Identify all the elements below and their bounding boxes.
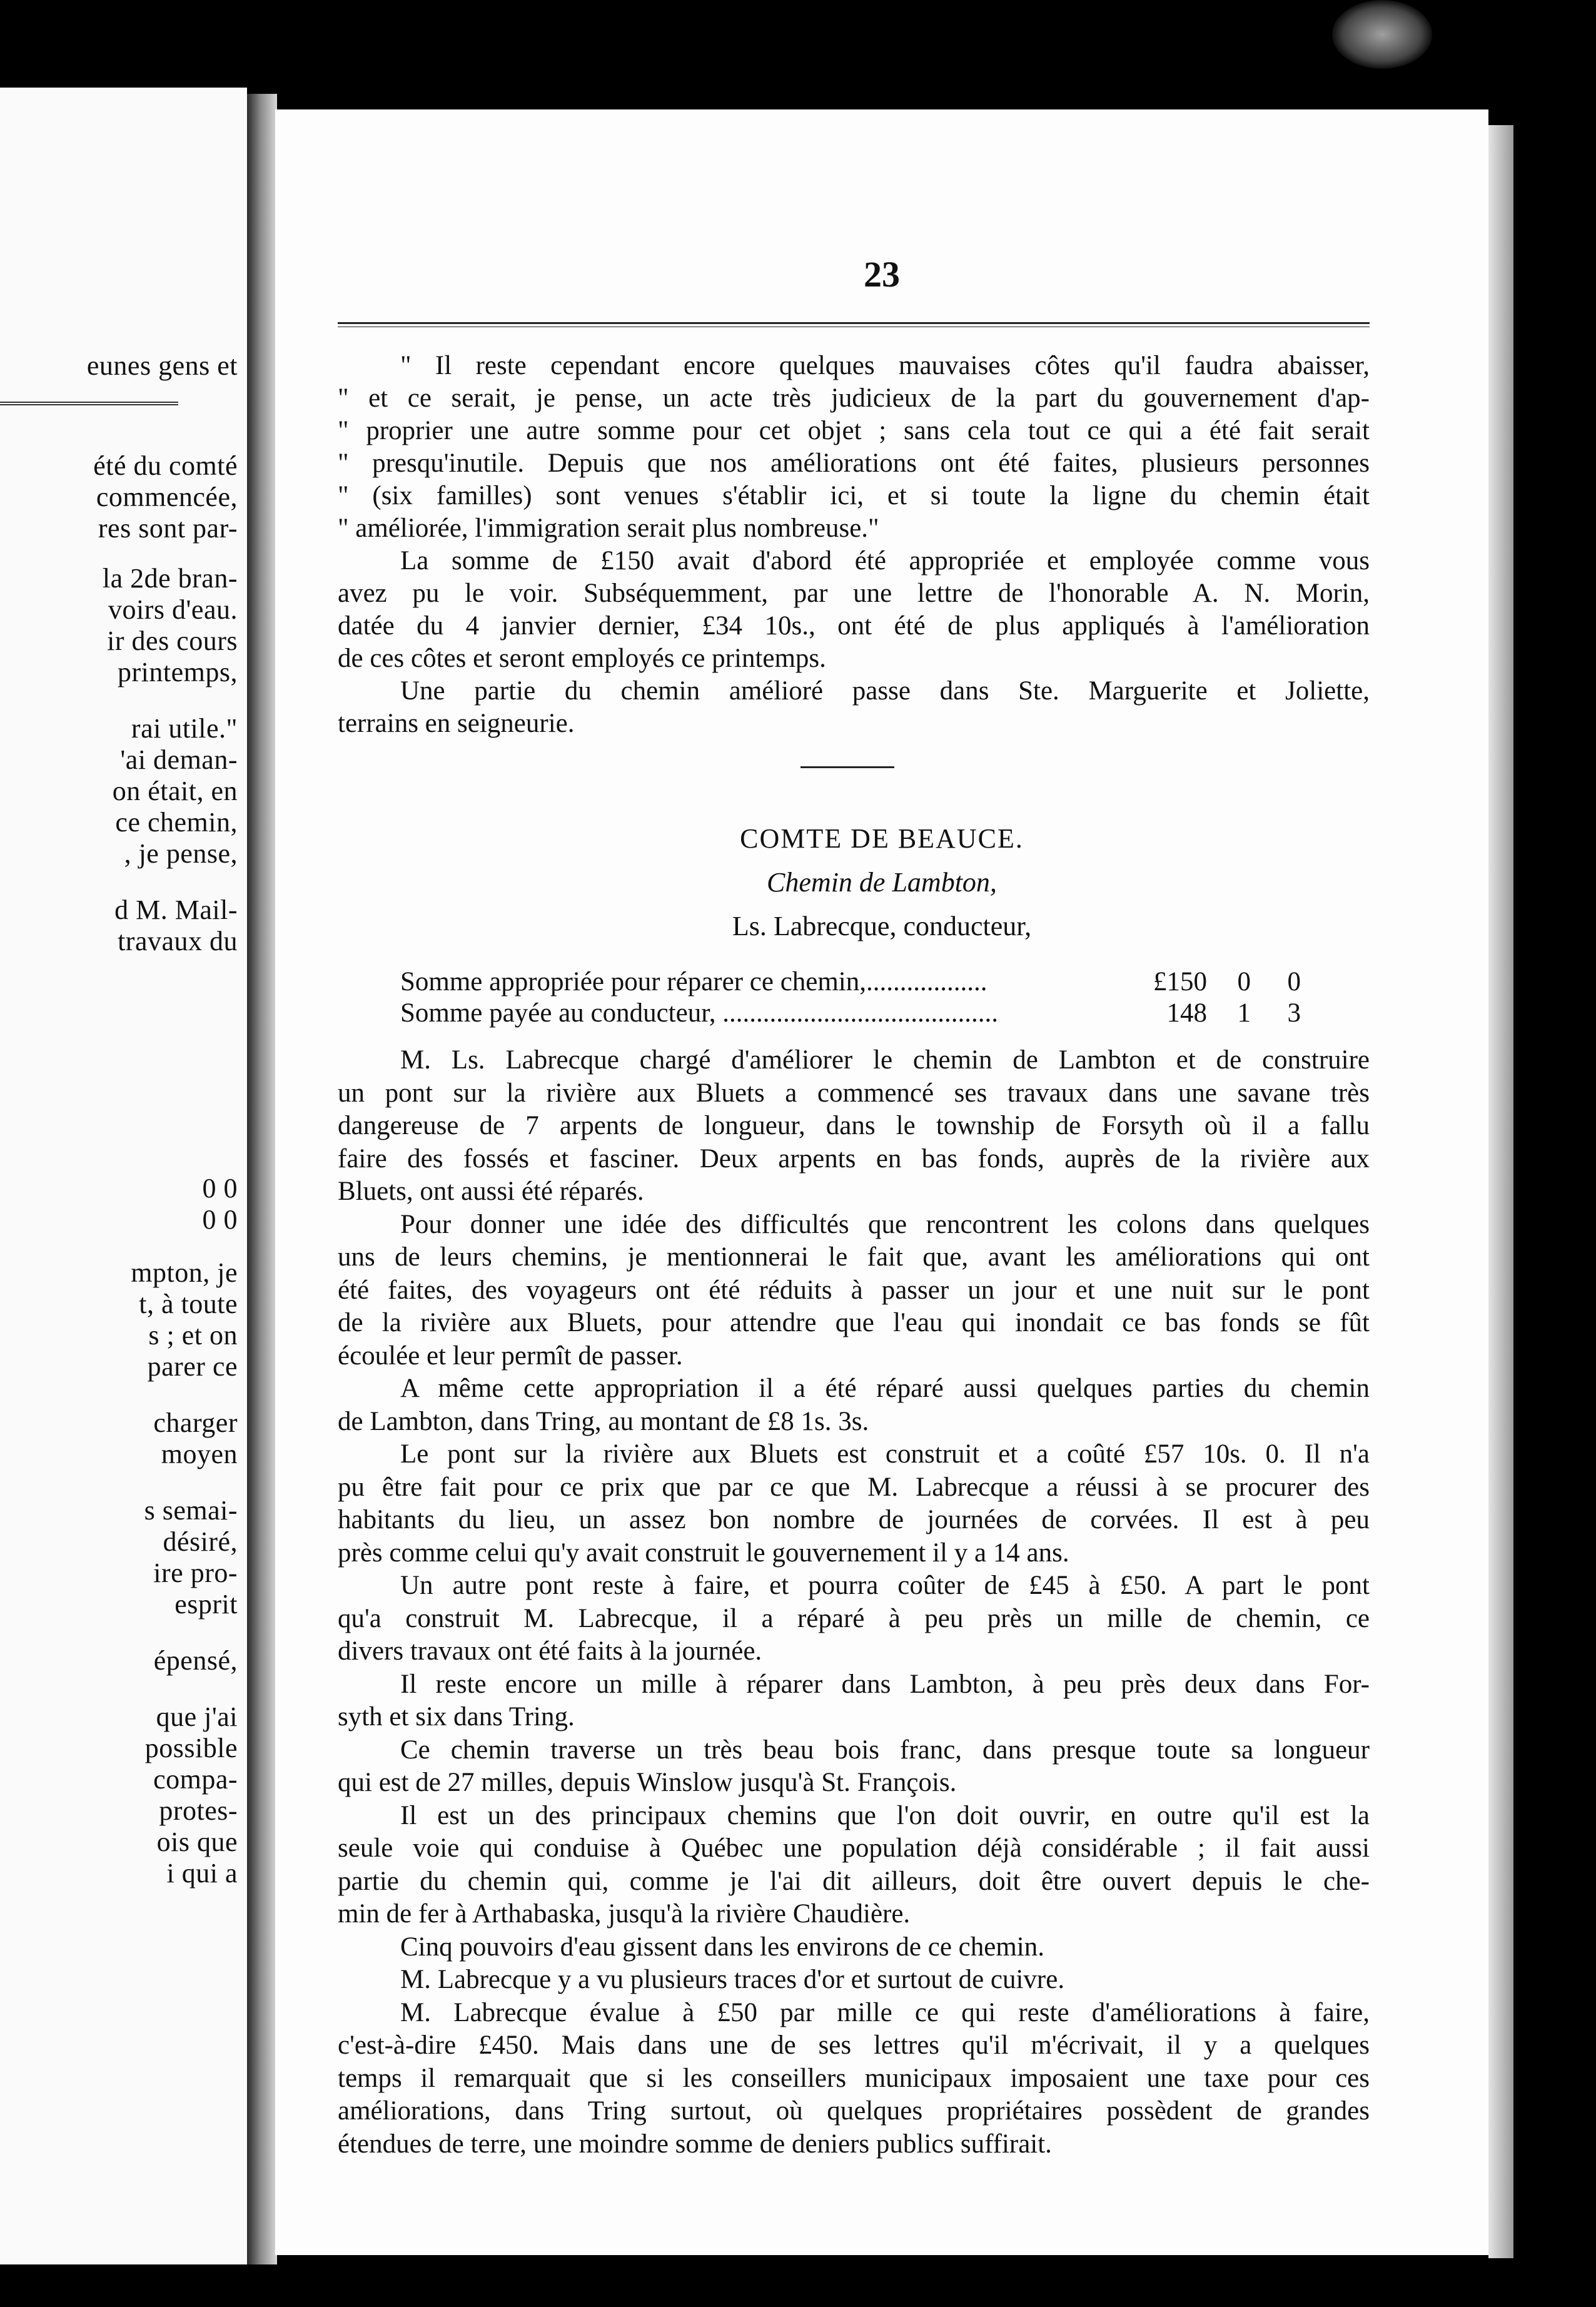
account-pence: 0 (1287, 967, 1301, 996)
body-line: dangereuse de 7 arpents de longueur, dans le township de Forsyth où il a fallu (338, 1111, 1370, 1140)
account-pence: 3 (1287, 998, 1301, 1028)
body-line: M. Labrecque y a vu plusieurs traces d'or et surtout de cuivre. (400, 1965, 1065, 1994)
left-page-line: , je pense, (124, 838, 238, 869)
intro-line: " Il reste cependant encore quelques mauvaises côtes qu'il faudra abaisser, (400, 351, 1370, 380)
body-line: Bluets, ont aussi été réparés. (338, 1177, 644, 1206)
body-line: habitants du lieu, un assez bon nombre de journées de corvées. Il est à peu (338, 1505, 1370, 1534)
body-line: seule voie qui conduise à Québec une population déjà considérable ; il fait aussi (338, 1833, 1370, 1863)
body-line: syth et six dans Tring. (338, 1702, 575, 1732)
left-page-line: 0 0 (202, 1173, 238, 1204)
body-line: min de fer à Arthabaska, jusqu'à la rivière Chaudière. (338, 1899, 911, 1929)
body-line: M. Labrecque évalue à £50 par mille ce qui reste d'améliorations à faire, (400, 1997, 1370, 2027)
right-page (275, 109, 1488, 2255)
left-page-line: 'ai deman- (120, 744, 238, 775)
left-page-line: charger (153, 1407, 238, 1438)
left-page-line: commencée, (96, 482, 238, 512)
intro-line: terrains en seigneurie. (338, 709, 575, 738)
left-page-line: eunes gens et (86, 350, 238, 381)
left-page-line: res sont par- (98, 513, 238, 544)
section-heading: COMTE DE BEAUCE. (740, 823, 1024, 854)
left-page-line: printemps, (118, 657, 238, 687)
page-number: 23 (864, 254, 900, 295)
intro-line: La somme de £150 avait d'abord été appropriée et employée comme vous (400, 546, 1370, 575)
book-spine (247, 94, 277, 2264)
body-line: Pour donner une idée des difficultés que rencontrent les colons dans quelques (400, 1209, 1370, 1239)
body-line: Ce chemin traverse un très beau bois franc, dans presque toute sa longueur (400, 1735, 1370, 1765)
left-page-line: été du comté (93, 450, 238, 481)
body-line: étendues de terre, une moindre somme de deniers publics suffirait. (338, 2129, 1052, 2159)
left-page-line: t, à toute (139, 1289, 238, 1319)
left-page-line: désiré, (163, 1526, 238, 1557)
left-page-line: épensé, (153, 1645, 238, 1676)
left-page-line: moyen (161, 1439, 238, 1469)
intro-line: de ces côtes et seront employés ce printemps. (338, 644, 826, 673)
body-line: Un autre pont reste à faire, et pourra coûter de £45 à £50. A part le pont (400, 1571, 1370, 1600)
body-line: qu'a construit M. Labrecque, il a réparé à peu près un mille de chemin, ce (338, 1603, 1370, 1633)
conducteur-line: Ls. Labrecque, conducteur, (732, 911, 1032, 941)
left-page-line: on était, en (112, 776, 238, 806)
left-page-line: ce chemin, (115, 807, 238, 838)
body-line: Le pont sur la rivière aux Bluets est construit et a coûté £57 10s. 0. Il n'a (400, 1439, 1370, 1469)
body-line: Il est un des principaux chemins que l'on doit ouvrir, en outre qu'il est la (400, 1800, 1370, 1830)
account-pounds: £150 (1153, 967, 1207, 996)
body-line: A même cette appropriation il a été réparé aussi quelques parties du chemin (400, 1374, 1370, 1403)
body-line: partie du chemin qui, comme je l'ai dit ailleurs, doit être ouvert depuis le che- (338, 1866, 1370, 1896)
left-page-line: compa- (153, 1764, 238, 1795)
left-page-line: parer ce (147, 1351, 238, 1382)
left-page-line: i qui a (166, 1858, 238, 1889)
left-page-line: d M. Mail- (114, 895, 238, 925)
body-line: faire des fossés et fasciner. Deux arpents en bas fonds, auprès de la rivière aux (338, 1143, 1370, 1174)
account-shillings: 1 (1237, 998, 1251, 1028)
intro-line: " presqu'inutile. Depuis que nos améliorations ont été faites, plusieurs personnes (338, 449, 1370, 478)
body-line: qui est de 27 milles, depuis Winslow jusqu'à St. François. (338, 1768, 957, 1797)
left-page-line: ir des cours (107, 626, 238, 656)
body-line: divers travaux ont été faits à la journée. (338, 1636, 762, 1666)
body-line: M. Ls. Labrecque chargé d'améliorer le chemin de Lambton et de construire (400, 1045, 1370, 1075)
left-page-line: que j'ai (156, 1701, 238, 1732)
left-page-line: protes- (159, 1795, 238, 1826)
account-label: Somme appropriée pour réparer ce chemin,.................. (400, 967, 987, 996)
intro-line: " et ce serait, je pense, un acte très judicieux de la part du gouvernement d'ap- (338, 383, 1370, 413)
body-line: améliorations, dans Tring surtout, où quelques propriétaires possèdent de grandes (338, 2096, 1370, 2126)
left-page-line: 0 0 (202, 1204, 238, 1235)
account-label: Somme payée au conducteur, ......................................... (400, 998, 999, 1028)
left-page-line: voirs d'eau. (108, 594, 238, 625)
body-line: été faites, des voyageurs ont été réduits à passer un jour et une nuit sur le pont (338, 1275, 1370, 1305)
body-line: Il reste encore un mille à réparer dans Lambton, à peu près deux dans For- (400, 1669, 1370, 1699)
body-line: près comme celui qu'y avait construit le gouvernement il y a 14 ans. (338, 1538, 1069, 1568)
left-page-line: ire pro- (153, 1558, 238, 1588)
intro-line: avez pu le voir. Subséquemment, par une lettre de l'honorable A. N. Morin, (338, 579, 1370, 608)
left-page (0, 88, 247, 2264)
page-edge (1488, 125, 1513, 2258)
account-shillings: 0 (1237, 967, 1251, 996)
body-line: uns de leurs chemins, je mentionnerai le fait que, avant les améliorations qui ont (338, 1242, 1370, 1272)
body-line: de Lambton, dans Tring, au montant de £8 1s. 3s. (338, 1406, 869, 1436)
body-line: c'est-à-dire £450. Mais dans une de ses lettres qu'il m'écrivait, il y a quelques (338, 2031, 1370, 2060)
intro-line: " (six familles) sont venues s'établir ici, et si toute la ligne du chemin était (338, 481, 1370, 510)
left-page-line: possible (144, 1733, 238, 1763)
left-page-line: mpton, je (131, 1257, 238, 1288)
body-line: un pont sur la rivière aux Bluets a commencé ses travaux dans une savane très (338, 1078, 1370, 1108)
body-line: temps il remarquait que si les conseillers municipaux imposaient une taxe pour ces (338, 2063, 1370, 2093)
left-page-line: s semai- (144, 1495, 238, 1526)
intro-line: " proprier une autre somme pour cet objet ; sans cela tout ce qui a été fait serait (338, 416, 1370, 445)
intro-line: datée du 4 janvier dernier, £34 10s., ont été de plus appliqués à l'amélioration (338, 611, 1370, 641)
ink-stain (1332, 0, 1432, 69)
left-page-line: rai utile." (131, 713, 238, 744)
intro-line: Une partie du chemin amélioré passe dans Ste. Marguerite et Joliette, (400, 676, 1370, 706)
body-line: Cinq pouvoirs d'eau gissent dans les environs de ce chemin. (400, 1932, 1044, 1962)
intro-line: " améliorée, l'immigration serait plus nombreuse." (338, 514, 879, 543)
section-subheading: Chemin de Lambton, (767, 867, 997, 898)
left-page-line: esprit (174, 1589, 238, 1620)
account-pounds: 148 (1166, 998, 1207, 1028)
left-page-line: la 2de bran- (102, 563, 238, 594)
body-line: pu être fait pour ce prix que par ce que M. Labrecque a réussi à se procurer des (338, 1472, 1370, 1502)
left-page-line: s ; et on (148, 1320, 238, 1351)
left-page-line: travaux du (118, 926, 238, 956)
body-line: écoulée et leur permît de passer. (338, 1341, 683, 1371)
section-divider (801, 766, 894, 768)
left-page-line: ois que (156, 1827, 238, 1857)
body-line: de la rivière aux Bluets, pour attendre que l'eau qui inondait ce bas fonds se fût (338, 1308, 1370, 1337)
left-page-rule (0, 402, 178, 405)
header-rule (338, 322, 1370, 327)
